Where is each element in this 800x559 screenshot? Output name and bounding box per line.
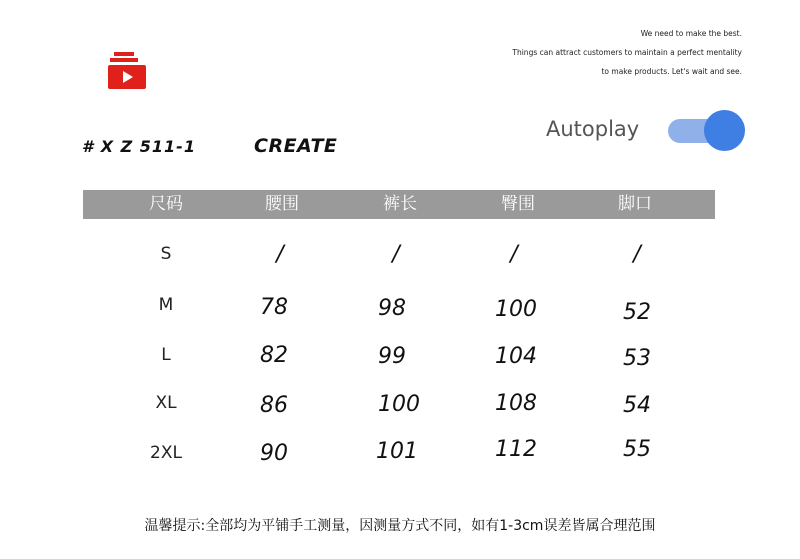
tagline <box>512 24 742 81</box>
length-value: / <box>392 242 400 267</box>
waist-value: / <box>276 242 284 267</box>
toggle-knob[interactable] <box>704 110 745 151</box>
size-label: 2XL <box>150 443 182 463</box>
length-value: 101 <box>376 439 418 464</box>
autoplay-toggle[interactable] <box>668 110 746 152</box>
waist-value: 78 <box>260 295 288 320</box>
tagline-line-3: to make products. Let's wait and see. <box>601 67 742 76</box>
header-waist: 腰围 <box>265 194 299 214</box>
brand-text: CREATE <box>254 135 338 157</box>
hip-value: 112 <box>495 437 537 462</box>
header-size: 尺码 <box>149 194 183 214</box>
length-value: 98 <box>378 296 406 321</box>
header-length: 裤长 <box>383 194 417 214</box>
waist-value: 90 <box>260 441 288 466</box>
length-value: 100 <box>378 392 420 417</box>
hem-value: 54 <box>623 393 651 418</box>
size-label: S <box>160 244 172 264</box>
table-row <box>0 393 800 433</box>
size-table-header <box>83 190 715 219</box>
waist-value: 82 <box>260 343 288 368</box>
tagline-line-1: We need to make the best. <box>640 29 742 38</box>
hip-value: / <box>510 242 518 267</box>
autoplay-label: Autoplay <box>546 117 640 141</box>
hem-value: / <box>633 242 641 267</box>
table-row <box>0 437 800 483</box>
table-row <box>0 244 800 284</box>
hip-value: 108 <box>495 391 537 416</box>
tagline-line-2: Things can attract customers to maintain a perfect mentality <box>512 48 742 57</box>
size-label: XL <box>155 393 177 413</box>
hip-value: 100 <box>495 297 537 322</box>
size-label: M <box>158 295 174 315</box>
header-hem: 脚口 <box>618 194 652 214</box>
table-row <box>0 295 800 335</box>
length-value: 99 <box>378 344 406 369</box>
header-hip: 臀围 <box>501 194 535 214</box>
waist-value: 86 <box>260 393 288 418</box>
hem-value: 55 <box>623 437 651 462</box>
hip-value: 104 <box>495 344 537 369</box>
hem-value: 52 <box>623 300 651 325</box>
hem-value: 53 <box>623 346 651 371</box>
measurement-note: 温馨提示:全部均为平铺手工测量，因测量方式不同，如有1-3cm误差皆属合理范围 <box>144 518 656 534</box>
product-code: # X Z 511-1 <box>82 137 196 156</box>
table-row <box>0 345 800 385</box>
size-label: L <box>161 345 171 365</box>
brand-logo-icon <box>106 52 148 90</box>
